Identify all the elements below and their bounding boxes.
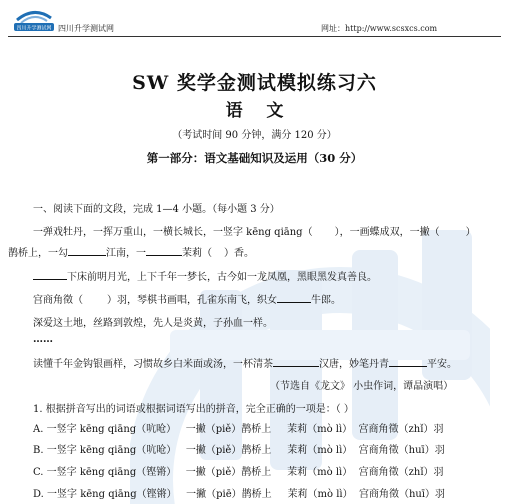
passage-text: 下床前明月光，上下千年一梦长，古今如一龙凤凰，黑眼黑发真善良。	[67, 272, 377, 283]
passage-line-1	[33, 223, 476, 238]
fill-blank	[33, 268, 67, 280]
fill-blank	[68, 244, 106, 256]
subject-title: 语 文	[225, 101, 284, 121]
passage-text: ）	[465, 227, 476, 238]
passage-text: ）香。	[224, 248, 254, 259]
option-d: D. 一竖字 kēng qiāng（铿锵） 一撇（piē）鹊桥上 茉莉（mò lì） 宫商角徵（huī）羽	[33, 489, 446, 500]
passage-line-5: 深爱这土地，丝路到敦煌，先人是炎黄，子孙血一样。	[33, 318, 273, 329]
passage-text: 宫商角徵（	[33, 295, 83, 306]
passage-text: 一弹戏牡丹，一挥万重山，一横长城长，一竖字 kēng qiāng（	[33, 227, 313, 238]
option-c: C. 一竖字 kēng qiāng（铿锵） 一撇（piě）鹊桥上 茉莉（mò lì） 宫商角徵（zhǐ）羽	[33, 467, 444, 478]
passage-text: 牛郎。	[311, 295, 341, 306]
option-b: B. 一竖字 kēng qiāng（吭呛） 一撇（piě）鹊桥上 茉莉（mò lì） 宫商角徵（huī）羽	[33, 445, 445, 456]
option-a: A. 一竖字 kēng qiāng（吭呛） 一撇（piě）鹊桥上 茉莉（mò lì） 宫商角徵（zhǐ）羽	[33, 424, 444, 435]
exam-title: SW 奖学金测试模拟练习六	[132, 72, 377, 94]
site-url: 网址：http://www.scsxcs.com	[321, 24, 438, 33]
fill-blank	[146, 244, 182, 256]
svg-text:四川升学测试网: 四川升学测试网	[16, 25, 52, 32]
passage-text: ）羽，琴棋书画唱，孔雀东南飞，织女	[107, 295, 277, 306]
passage-line-2	[8, 244, 254, 259]
page-header	[0, 0, 509, 42]
part-heading: 第一部分：语文基础知识及运用（30 分）	[146, 151, 363, 165]
passage-line-6	[33, 355, 457, 370]
passage-source: （节选自《龙文》 小虫作词，谭晶演唱）	[270, 381, 454, 392]
site-name: 四川升学测试网	[58, 24, 114, 33]
passage-text: ），一画蝶成双，一撇（	[334, 227, 440, 238]
passage-line-4	[33, 291, 341, 306]
passage-line-3	[33, 268, 377, 283]
fill-blank	[273, 355, 319, 367]
passage-text: 茉莉（	[182, 248, 212, 259]
passage-ellipsis: ……	[33, 334, 53, 345]
exam-info: （考试时间 90 分钟，满分 120 分）	[172, 130, 337, 141]
header-divider	[8, 36, 501, 37]
passage-text: 平安。	[427, 359, 457, 370]
question-intro: 一、阅读下面的文段，完成 1—4 小题。（每小题 3 分）	[33, 204, 280, 215]
fill-blank	[277, 291, 311, 303]
passage-text: 鹊桥上，一勾	[8, 248, 68, 259]
passage-text: 汉唐，妙笔丹青	[319, 359, 389, 370]
passage-text: 江南，一	[106, 248, 146, 259]
site-logo	[11, 6, 57, 32]
question-1: 1. 根据拼音写出的词语或根据词语写出的拼音，完全正确的一项是：（ ）	[33, 404, 354, 415]
fill-blank	[389, 355, 427, 367]
passage-text: 读懂千年金钩银画样，习惯故乡白米面或汤，一杯清茶	[33, 359, 273, 370]
